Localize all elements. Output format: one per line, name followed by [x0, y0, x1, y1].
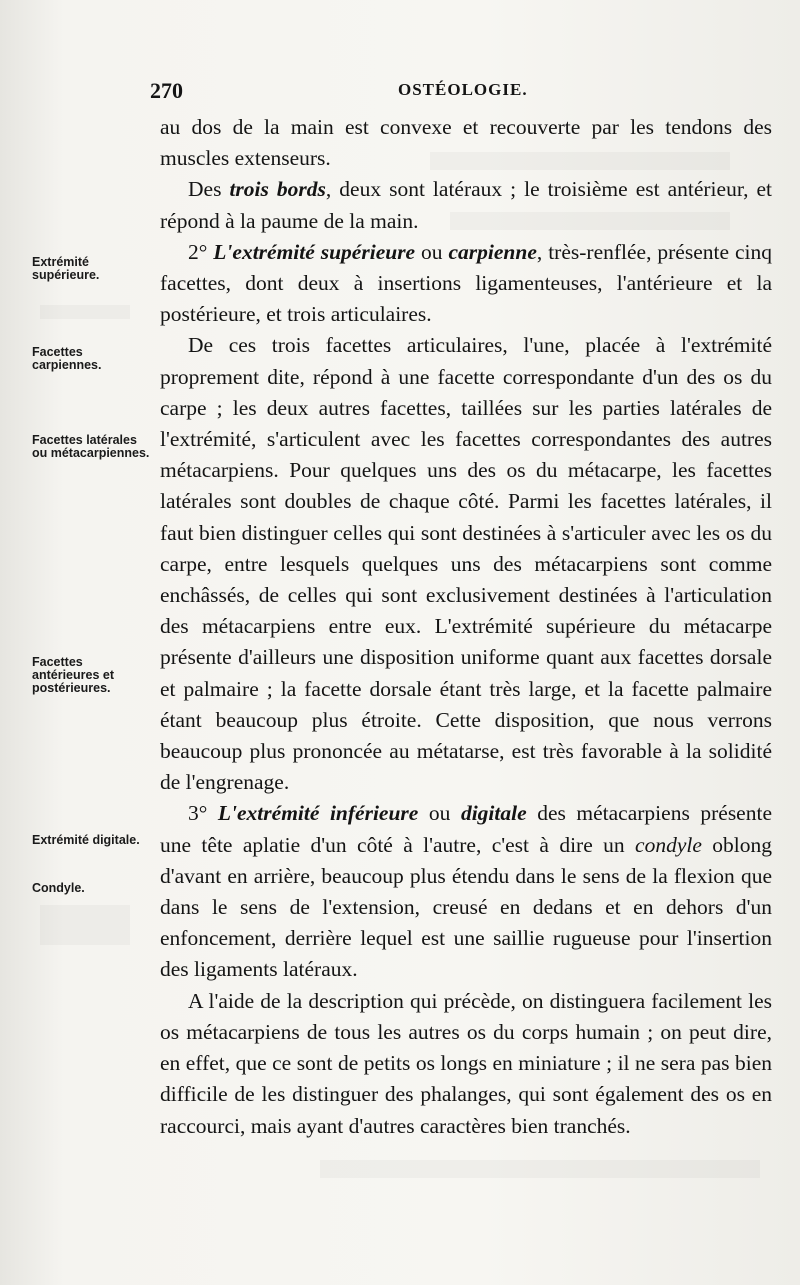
p2-text: Des	[188, 177, 230, 202]
p5-text-b: oblong d'avant en arrière, beaucoup plus étendu dans le sens de la flexion que dans le sens de l'extension, creusé en dedans et en dehors d'un enfoncement, derrière lequel est une saillie rugueuse pour l'insertion des ligaments latéraux.	[160, 832, 772, 982]
p2-text-end: , deux sont latéraux ; le troisième est antérieur, et répond à la paume de la main.	[160, 177, 773, 233]
paragraph-5	[160, 798, 772, 985]
margin-note-extremite-superieure: Extrémité supérieure.	[32, 255, 100, 282]
paragraph-3	[160, 237, 772, 331]
p5-number: 3°	[188, 801, 218, 826]
margin-note-extremite-digitale: Extrémité digitale.	[32, 833, 140, 847]
margin-note-facettes-laterales: Facettes latérales ou métacarpiennes.	[32, 433, 150, 460]
body-text	[160, 112, 772, 1142]
p3-emphasis-1: L'extrémité supérieure	[213, 239, 416, 264]
p3-emphasis-2: carpienne	[448, 239, 537, 264]
running-header	[150, 78, 770, 108]
margin-note-facettes-carpiennes: Facettes carpiennes.	[32, 345, 102, 372]
p5-connector: ou	[418, 801, 461, 826]
page-number: 270	[150, 78, 183, 103]
margin-note-condyle: Condyle.	[32, 881, 85, 895]
p3-connector: ou	[415, 239, 449, 264]
paragraph-1: au dos de la main est convexe et recouverte par les tendons des muscles extenseurs.	[160, 115, 772, 171]
p5-emphasis-1: L'extrémité inférieure	[217, 801, 419, 826]
paragraph-6: A l'aide de la description qui précède, on distinguera facilement les os métacarpiens de tous les autres os du corps humain ; on peut dire, en effet, que ce sont de petits os longs en miniature ; il ne sera pas bien difficile de les distinguer des phalanges, qui sont également des os en raccourci, mais ayant d'autres caractères bien tranchés.	[160, 988, 772, 1138]
p3-text: , très-renflée, présente cinq facettes, dont deux à insertions ligamenteuses, l'antérieure et la postérieure, et trois articulaires.	[160, 239, 772, 327]
paragraph-2	[160, 174, 772, 236]
p5-text-a: des métacarpiens présente une tête aplatie d'un côté à l'autre, c'est à dire un	[160, 801, 772, 857]
margin-note-facettes-anterieures: Facettes antérieures et postérieures.	[32, 655, 114, 695]
running-head: OSTÉOLOGIE.	[398, 80, 528, 99]
p2-emphasis: trois bords	[229, 177, 326, 202]
paragraph-4: De ces trois facettes articulaires, l'une, placée à l'extrémité proprement dite, répond à une facette correspondante d'un des os du carpe ; les deux autres facettes, taillées sur les parties latérales de l'extrémité, s'articulent avec les facettes correspondantes des autres métacarpiens. Pour quelques uns des os du métacarpe, les facettes latérales sont doubles de chaque côté. Parmi les facettes latérales, il faut bien distinguer celles qui sont destinées à s'articuler avec les os du carpe, entre lesquels quelques uns des métacarpiens sont comme enchâssés, de celles qui sont exclusivement destinées à l'articulation des métacarpiens entre eux. L'extrémité supérieure du métacarpe présente d'ailleurs une disposition uniforme quant aux facettes dorsale et palmaire ; la facette dorsale étant très large, et la facette palmaire étant beaucoup plus étroite. Cette disposition, que nous verrons beaucoup plus prononcée au métatarse, est très favorable à la solidité de l'engrenage.	[160, 333, 772, 795]
p5-emphasis-2: digitale	[460, 801, 527, 826]
p3-number: 2°	[188, 239, 214, 264]
p5-emphasis-3: condyle	[635, 832, 702, 857]
